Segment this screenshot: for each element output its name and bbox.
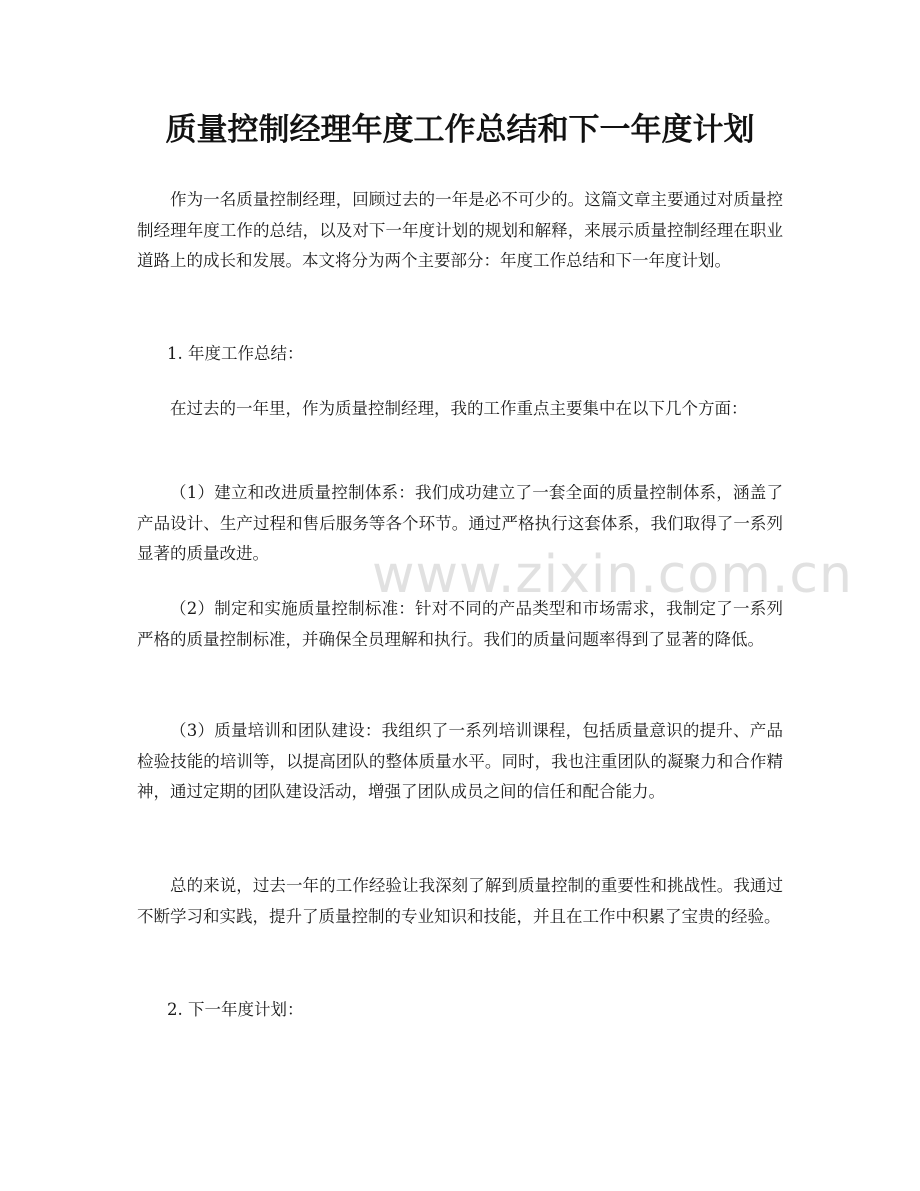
section-heading-next-year-plan: 2. 下一年度计划： (167, 1000, 304, 1019)
summary-conclusion-paragraph: 总的来说，过去一年的工作经验让我深刻了解到质量控制的重要性和挑战性。我通过不断学习和实践，提升了质量控制的专业知识和技能，并且在工作中积累了宝贵的经验。 (137, 876, 783, 926)
summary-item-2-paragraph: （2）制定和实施质量控制标准：针对不同的产品类型和市场需求，我制定了一系列严格的质量控制标准，并确保全员理解和执行。我们的质量问题率得到了显著的降低。 (137, 599, 783, 649)
watermark: www.zixin.com.cn (372, 545, 853, 605)
page-title: 质量控制经理年度工作总结和下一年度计划 (165, 112, 755, 148)
intro-paragraph: 作为一名质量控制经理，回顾过去的一年是必不可少的。这篇文章主要通过对质量控制经理年度工作的总结，以及对下一年度计划的规划和解释，来展示质量控制经理在职业道路上的成长和发展。本文将分为两个主要部分：年度工作总结和下一年度计划。 (137, 190, 783, 270)
summary-intro-paragraph: 在过去的一年里，作为质量控制经理，我的工作重点主要集中在以下几个方面： (170, 399, 748, 418)
summary-item-3-paragraph: （3）质量培训和团队建设：我组织了一系列培训课程，包括质量意识的提升、产品检验技能的培训等，以提高团队的整体质量水平。同时，我也注重团队的凝聚力和合作精神，通过定期的团队建设活动，增强了团队成员之间的信任和配合能力。 (137, 721, 783, 801)
summary-item-1-paragraph: （1）建立和改进质量控制体系：我们成功建立了一套全面的质量控制体系，涵盖了产品设计、生产过程和售后服务等各个环节。通过严格执行这套体系，我们取得了一系列显著的质量改进。 (137, 483, 783, 563)
section-heading-annual-summary: 1. 年度工作总结： (167, 344, 304, 363)
